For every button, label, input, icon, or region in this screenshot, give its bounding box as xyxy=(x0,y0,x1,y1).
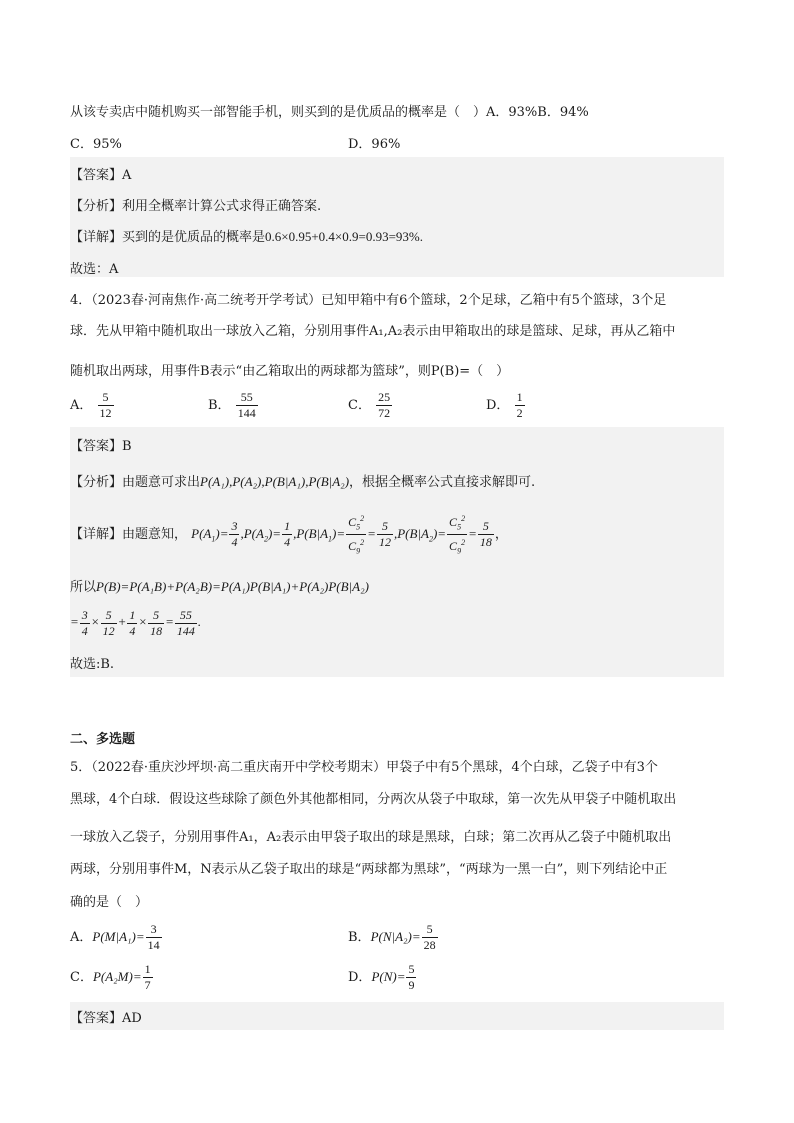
q5-option-c xyxy=(70,962,154,993)
q5-option-b-math: P(N|A₂)= xyxy=(370,929,421,944)
q5-stem-line-5: 确的是（ ） xyxy=(70,895,149,910)
q4-option-b-den: 144 xyxy=(237,406,256,420)
q4-analysis-prefix: 【分析】由题意可求出 xyxy=(70,475,201,490)
q4-result-formula: = $\frac{3}{4}$ × $\frac{5}{12}$ + $\frac{1}{4}$ × $\frac{5}{18}$ = $\frac{55}{144}$ . xyxy=(70,607,202,638)
q5-option-c-den: 7 xyxy=(144,978,151,992)
q5-answer-block xyxy=(70,1002,724,1030)
q5-stem-line-3: 一球放入乙袋子，分别用事件A₁，A₂表示由甲袋子取出的球是黑球，白球；第二次再从乙袋子中随机取出 xyxy=(70,830,672,845)
q4-option-c xyxy=(348,390,393,421)
q4-option-a-label: A． xyxy=(70,398,93,413)
q4-option-a-den: 12 xyxy=(99,406,112,420)
q5-option-d-label: D． xyxy=(348,970,372,985)
q3-answer-block xyxy=(70,157,724,277)
q4-option-c-den: 72 xyxy=(378,406,391,420)
q5-option-a-den: 14 xyxy=(147,938,160,952)
q5-option-c-num: 1 xyxy=(144,962,151,976)
q3-analysis: 【分析】利用全概率计算公式求得正确答案. xyxy=(70,199,322,214)
q5-option-d-fraction xyxy=(406,962,416,993)
q4-option-a-fraction xyxy=(98,390,114,421)
q5-option-d-math: P(N)= xyxy=(371,969,406,984)
q5-option-b-label: B． xyxy=(348,930,371,945)
q4-option-b-label: B． xyxy=(208,398,231,413)
q4-answer: 【答案】B xyxy=(70,439,132,454)
q4-option-a-num: 5 xyxy=(98,390,114,406)
q4-option-c-num: 25 xyxy=(378,390,391,404)
q4-result-line xyxy=(70,607,201,639)
q5-option-a-num: 3 xyxy=(146,922,162,938)
q5-option-b-den: 28 xyxy=(423,938,436,952)
q5-option-d-den: 9 xyxy=(408,978,415,992)
q4-option-d-num: 1 xyxy=(516,390,523,404)
q3-option-d: D．96% xyxy=(348,137,401,152)
q5-option-a-math: P(M|A₁)= xyxy=(92,929,145,944)
q4-analysis-suffix: ，根据全概率公式直接求解即可. xyxy=(349,475,536,490)
q4-option-b xyxy=(208,390,259,421)
q3-detail-prefix: 【详解】买到的是优质品的概率是 xyxy=(70,230,266,245)
section-title: 二、多选题 xyxy=(70,732,136,747)
q5-stem-line-2: 黑球，4个白球．假设这些球除了颜色外其他都相同，分两次从袋子中取球，第一次先从甲袋子中随机取出 xyxy=(70,792,677,807)
q3-option-c: C．95% xyxy=(70,137,122,152)
q5-stem-line-1: 5．（2022春·重庆沙坪坝·高二重庆南开中学校考期末）甲袋子中有5个黑球，4个白球，乙袋子中有3个 xyxy=(70,760,658,775)
q3-conclusion: 故选：A xyxy=(70,262,119,277)
q4-stem-line-2: 球．先从甲箱中随机取出一球放入乙箱，分别用事件A₁,A₂表示由甲箱取出的球是篮球、足球，再从乙箱中 xyxy=(70,324,676,339)
q5-option-b xyxy=(348,922,439,953)
q4-option-d-fraction xyxy=(515,390,525,421)
q3-detail-math: 0.6×0.95+0.4×0.9=0.93=93%. xyxy=(265,229,424,244)
q4-detail xyxy=(70,511,508,559)
q5-option-c-math: P(A₂M)= xyxy=(92,969,142,984)
q4-stem-line-3: 随机取出两球，用事件B表示“由乙箱取出的两球都为篮球”，则P(B)=（ ） xyxy=(70,364,510,379)
q4-analysis xyxy=(70,471,535,490)
q5-option-a xyxy=(70,922,163,953)
q4-detail-formula: $P(A_1)=$ $\frac{3}{4}$ $,P(A_2)=$ $\frac{1}{4}$ $,P(B|A_1)=$ $\frac{C_5^2}{C_9^2}$ = $\frac{5}{12}$ $,P(B|A_2)=$ $\frac{C_5^2}{C_9^2}$ = $\frac{5}{18}$ ， xyxy=(191,526,508,541)
q4-option-d xyxy=(486,390,526,421)
q5-option-c-label: C． xyxy=(70,970,93,985)
q3-detail xyxy=(70,226,423,245)
q4-stem-line-1: 4．（2023春·河南焦作·高二统考开学考试）已知甲箱中有6个篮球，2个足球，乙箱中有5个篮球，3个足 xyxy=(70,293,667,308)
q4-analysis-math: P(A₁),P(A₂),P(B|A₁),P(B|A₂) xyxy=(200,474,350,489)
q4-conclusion: 故选:B. xyxy=(70,657,115,672)
q5-option-a-fraction xyxy=(146,922,162,953)
q5-option-a-label: A． xyxy=(70,930,93,945)
q4-detail-prefix: 【详解】由题意知， xyxy=(70,526,188,542)
q5-stem-line-4: 两球，分别用事件M，N表示从乙袋子取出的球是“两球都为黑球”，“两球为一黑一白”，则下列结论中正 xyxy=(70,862,668,877)
q5-option-b-num: 5 xyxy=(422,922,438,938)
q3-answer: 【答案】A xyxy=(70,168,132,183)
q5-option-c-fraction xyxy=(143,962,153,993)
q4-option-b-fraction xyxy=(236,390,258,421)
q5-answer: 【答案】AD xyxy=(70,1011,142,1026)
q4-option-c-fraction xyxy=(376,390,392,421)
q4-so-prefix: 所以 xyxy=(70,580,97,595)
q4-option-a xyxy=(70,390,115,421)
q4-so-math: P(B)=P(A₁B)+P(A₂B)=P(A₁)P(B|A₁)+P(A₂)P(B|A₂) xyxy=(96,579,369,594)
q4-option-c-label: C． xyxy=(348,398,371,413)
q4-option-b-num: 55 xyxy=(236,390,258,406)
q5-option-d xyxy=(348,962,417,993)
q5-option-d-num: 5 xyxy=(408,962,415,976)
q4-option-d-label: D． xyxy=(486,398,510,413)
q5-option-b-fraction xyxy=(422,922,438,953)
q4-so-line xyxy=(70,576,369,595)
q3-stem-tail: 从该专卖店中随机购买一部智能手机，则买到的是优质品的概率是（ ）A．93%B．94% xyxy=(70,105,589,120)
q4-option-d-den: 2 xyxy=(516,406,523,420)
